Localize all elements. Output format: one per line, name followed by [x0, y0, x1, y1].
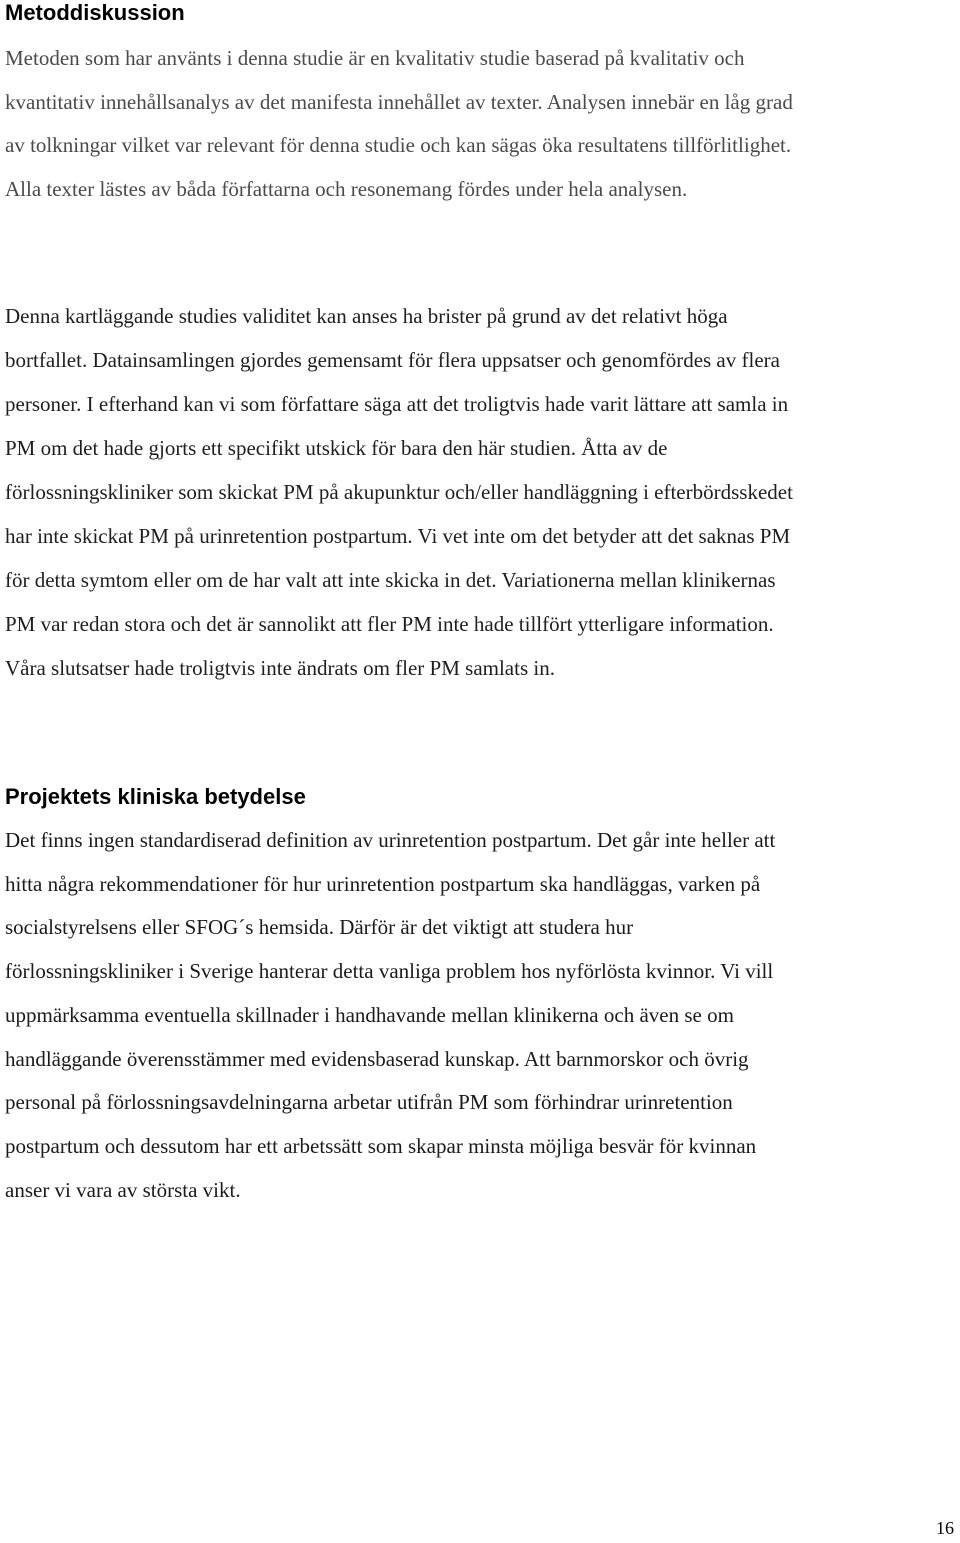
text-line: för detta symtom eller om de har valt att inte skicka in det. Variationerna mellan klinikernas: [5, 568, 776, 592]
text-line: hitta några rekommendationer för hur urinretention postpartum ska handläggas, varken på: [5, 871, 761, 896]
text-line: Denna kartläggande studies validitet kan anses ha brister på grund av det relativt höga: [5, 304, 728, 328]
text-line: uppmärksamma eventuella skillnader i handhavande mellan klinikerna och även se om: [5, 1002, 734, 1027]
text-line: bortfallet. Datainsamlingen gjordes gemensamt för flera uppsatser och genomfördes av flera: [5, 348, 780, 372]
paragraph-metoddiskussion-2: [5, 294, 955, 690]
text-line: Alla texter lästes av båda författarna och resonemang fördes under hela analysen.: [5, 176, 688, 201]
text-line: Det finns ingen standardiserad definition av urinretention postpartum. Det går inte heller att: [5, 828, 776, 852]
text-line: kvantitativ innehållsanalys av det manifesta innehållet av texter. Analysen innebär en låg grad: [5, 89, 793, 114]
text-line: förlossningskliniker i Sverige hanterar detta vanliga problem hos nyförlösta kvinnor. Vi vill: [5, 959, 774, 984]
page-number: 16: [936, 1518, 954, 1538]
text-line: socialstyrelsens eller SFOG´s hemsida. Därför är det viktigt att studera hur: [5, 915, 634, 940]
text-line: handläggande överensstämmer med evidensbaserad kunskap. Att barnmorskor och övrig: [5, 1046, 749, 1071]
paragraph-projektets-kliniska-betydelse: [5, 819, 955, 1212]
section-heading-projektets-kliniska-betydelse: Projektets kliniska betydelse: [5, 784, 306, 809]
text-line: förlossningskliniker som skickat PM på akupunktur och/eller handläggning i efterbördsskedet: [5, 480, 793, 504]
section-heading-metoddiskussion: Metoddiskussion: [5, 0, 185, 25]
paragraph-metoddiskussion-1: [5, 37, 955, 211]
text-line: personer. I efterhand kan vi som författare säga att det troligtvis hade varit lättare att samla in: [5, 392, 789, 416]
text-line: av tolkningar vilket var relevant för denna studie och kan sägas öka resultatens tillförlitlighet.: [5, 133, 792, 157]
text-line: postpartum och dessutom har ett arbetssätt som skapar minsta möjliga besvär för kvinnan: [5, 1133, 757, 1158]
text-line: personal på förlossningsavdelningarna arbetar utifrån PM som förhindrar urinretention: [5, 1090, 733, 1115]
text-line: anser vi vara av största vikt.: [5, 1177, 241, 1202]
text-line: Våra slutsatser hade troligtvis inte ändrats om fler PM samlats in.: [5, 656, 555, 680]
text-line: PM var redan stora och det är sannolikt att fler PM inte hade tillfört ytterligare information.: [5, 612, 774, 636]
text-line: PM om det hade gjorts ett specifikt utskick för bara den här studien. Åtta av de: [5, 436, 668, 460]
text-line: Metoden som har använts i denna studie är en kvalitativ studie baserad på kvalitativ och: [5, 46, 745, 70]
text-line: har inte skickat PM på urinretention postpartum. Vi vet inte om det betyder att det saknas PM: [5, 524, 791, 548]
